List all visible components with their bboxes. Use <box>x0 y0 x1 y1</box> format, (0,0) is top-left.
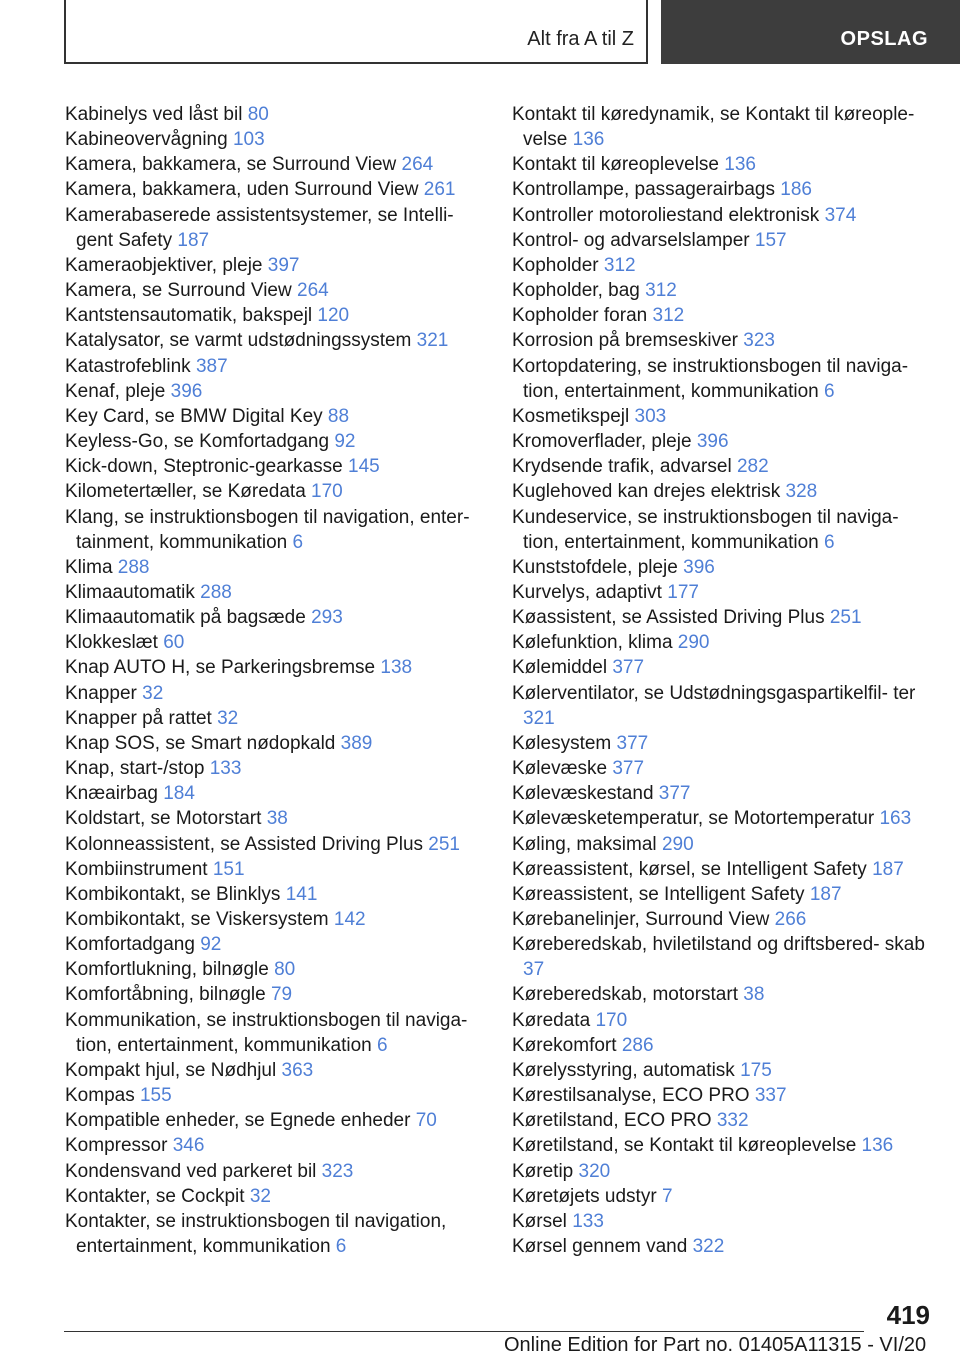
page-reference-link[interactable]: 396 <box>683 556 715 578</box>
page-reference-link[interactable]: 288 <box>117 556 150 578</box>
page-reference-link[interactable]: 312 <box>603 254 636 276</box>
page-reference-link[interactable]: 377 <box>612 758 645 780</box>
index-entry <box>65 706 485 731</box>
page-reference-link[interactable]: 251 <box>829 607 862 629</box>
index-entry-text: Køretilstand, se Kontakt til køreoplevelse <box>512 1135 857 1157</box>
index-entry <box>65 1159 485 1184</box>
index-entry <box>65 806 485 831</box>
index-entry <box>65 203 485 253</box>
index-entry-text: Klokkeslæt <box>65 632 158 654</box>
index-entry-text: Kosmetikspejl <box>512 405 630 427</box>
index-entry <box>65 429 485 454</box>
index-entry-text: Kabinelys ved låst bil <box>65 104 243 125</box>
page-reference-link[interactable]: 290 <box>661 833 694 855</box>
page-reference-link[interactable]: 286 <box>621 1034 654 1056</box>
index-entry <box>512 731 932 756</box>
page-reference-link[interactable]: 282 <box>736 456 769 478</box>
page-reference-link[interactable]: 323 <box>321 1160 354 1182</box>
page-reference-link[interactable]: 80 <box>274 959 296 981</box>
index-entry <box>65 580 485 605</box>
page-reference-link[interactable]: 377 <box>616 732 649 754</box>
index-entry <box>512 655 932 680</box>
index-entry-text: Kombiinstrument <box>65 858 208 880</box>
page-reference-link[interactable]: 175 <box>740 1059 772 1081</box>
index-entry-text: Kølesystem <box>512 732 612 754</box>
index-entry-text: Kontakter, se instruktionsbogen til navigation, entertainment, kommunikation <box>65 1210 447 1258</box>
index-entry <box>512 1234 932 1259</box>
page-reference-link[interactable]: 323 <box>743 330 775 352</box>
index-entry <box>65 630 485 655</box>
index-entry-text: Katastrofeblink <box>65 355 191 377</box>
index-entry <box>65 303 485 328</box>
page-reference-link[interactable]: 32 <box>142 682 164 704</box>
page-reference-link[interactable]: 288 <box>200 581 232 603</box>
page-reference-link[interactable]: 157 <box>754 229 787 251</box>
index-entry-text: Komfortlukning, bilnøgle <box>65 959 269 981</box>
index-entry <box>512 1033 932 1058</box>
index-entry <box>512 605 932 630</box>
index-entry <box>65 731 485 756</box>
index-entry-text: Klimaautomatik på bagsæde <box>65 607 306 629</box>
page-reference-link[interactable]: 363 <box>281 1059 314 1081</box>
index-entry-text: Køreberedskab, hviletilstand og driftsbered‐ skab <box>512 934 925 956</box>
index-entry <box>512 203 932 228</box>
page-reference-link[interactable]: 120 <box>317 305 350 327</box>
index-entry-text: Kenaf, pleje <box>65 380 166 402</box>
page-reference-link[interactable]: 6 <box>335 1236 347 1258</box>
index-entry <box>512 806 932 831</box>
index-entry-text: Key Card, se BMW Digital Key <box>65 405 323 427</box>
page-reference-link[interactable]: 337 <box>754 1085 787 1107</box>
page-reference-link[interactable]: 80 <box>247 104 269 125</box>
index-entry-text: Klima <box>65 556 113 578</box>
index-entry-text: Kørestilsanalyse, ECO PRO <box>512 1085 750 1107</box>
index-entry <box>512 630 932 655</box>
index-entry-text: Knap, start-/stop <box>65 758 205 780</box>
index-column-left <box>65 102 485 1259</box>
index-entry <box>512 781 932 806</box>
page-reference-link[interactable]: 397 <box>267 254 300 276</box>
page-reference-link[interactable]: 32 <box>249 1185 271 1207</box>
page-reference-link[interactable]: 264 <box>401 154 434 176</box>
index-entry-text: Kick-down, Steptronic-gearkasse <box>65 456 343 478</box>
index-entry <box>65 354 485 379</box>
footer-divider <box>64 1331 864 1332</box>
index-entry <box>512 907 932 932</box>
index-entry <box>512 681 932 731</box>
index-entry-text: Kompressor <box>65 1135 168 1157</box>
index-entry-text: Komfortadgang <box>65 934 195 956</box>
page-reference-link[interactable]: 186 <box>780 179 812 201</box>
index-entry-text: Kantstensautomatik, bakspejl <box>65 305 313 327</box>
index-entry-text: Kompakt hjul, se Nødhjul <box>65 1059 277 1081</box>
index-entry-text: Køling, maksimal <box>512 833 657 855</box>
page-reference-link[interactable]: 136 <box>724 154 756 176</box>
index-entry <box>512 303 932 328</box>
page-reference-link[interactable]: 92 <box>200 934 222 956</box>
index-entry <box>512 328 932 353</box>
index-entry-text: Kopholder, bag <box>512 280 640 302</box>
page-reference-link[interactable]: 138 <box>380 657 413 679</box>
index-entry <box>512 404 932 429</box>
index-entry <box>512 177 932 202</box>
index-entry <box>65 932 485 957</box>
index-entry-text: Knapper på rattet <box>65 707 212 729</box>
page-reference-link[interactable]: 261 <box>423 179 456 201</box>
index-entry-text: Kameraobjektiver, pleje <box>65 254 263 276</box>
page-reference-link[interactable]: 290 <box>677 632 710 654</box>
page-reference-link[interactable]: 187 <box>177 229 210 251</box>
index-entry-text: Køretip <box>512 1160 574 1182</box>
index-entry <box>65 1083 485 1108</box>
index-entry-text: Kombikontakt, se Viskersystem <box>65 909 329 930</box>
index-entry-text: Kombikontakt, se Blinklys <box>65 883 281 905</box>
index-entry <box>65 907 485 932</box>
index-entry <box>512 228 932 253</box>
index-entry <box>512 429 932 454</box>
page-reference-link[interactable]: 251 <box>428 833 460 855</box>
index-entry-text: Kompas <box>65 1085 135 1107</box>
index-entry-text: Knap AUTO H, se Parkeringsbremse <box>65 657 376 679</box>
index-entry-text: Krydsende trafik, advarsel <box>512 456 732 478</box>
index-entry-text: Kontroller motoroliestand elektronisk <box>512 204 820 226</box>
page-reference-link[interactable]: 396 <box>696 431 729 453</box>
index-entry <box>65 832 485 857</box>
index-entry-text: Kørebanelinjer, Surround View <box>512 909 770 930</box>
index-entry <box>65 505 485 555</box>
index-entry-text: Kølevæskestand <box>512 783 654 805</box>
page-reference-link[interactable]: 184 <box>163 783 195 805</box>
index-entry <box>65 555 485 580</box>
index-entry <box>65 152 485 177</box>
page-reference-link[interactable]: 103 <box>232 129 265 151</box>
index-entry <box>512 1209 932 1234</box>
index-entry <box>65 1209 485 1259</box>
index-entry-text: Katalysator, se varmt udstødningssystem <box>65 330 412 352</box>
index-entry-text: Korrosion på bremseskiver <box>512 330 738 352</box>
index-entry <box>512 1133 932 1158</box>
index-entry-text: Kørsel <box>512 1210 567 1232</box>
index-entry <box>65 278 485 303</box>
page-reference-link[interactable]: 312 <box>645 280 677 302</box>
page-reference-link[interactable]: 187 <box>809 883 842 905</box>
page-reference-link[interactable]: 60 <box>163 632 185 654</box>
index-entry <box>512 1184 932 1209</box>
page-reference-link[interactable]: 170 <box>595 1009 628 1031</box>
page-reference-link[interactable]: 328 <box>785 481 818 503</box>
index-entry <box>65 1108 485 1133</box>
index-entry <box>512 479 932 504</box>
page-reference-link[interactable]: 38 <box>743 984 765 1006</box>
page-reference-link[interactable]: 38 <box>266 808 288 830</box>
index-entry <box>65 655 485 680</box>
index-entry <box>512 1108 932 1133</box>
index-column-right <box>512 102 932 1259</box>
index-entry-text: Kuglehoved kan drejes elektrisk <box>512 481 781 503</box>
page-reference-link[interactable]: 387 <box>195 355 228 377</box>
page-number: 419 <box>886 1300 930 1330</box>
index-entry-text: Kompatible enheder, se Egnede enheder <box>65 1110 411 1132</box>
index-entry-text: Kontakt til køredynamik, se Kontakt til køreople‐ velse <box>512 104 915 151</box>
index-entry-text: Kabineovervågning <box>65 129 228 151</box>
page-reference-link[interactable]: 332 <box>716 1110 749 1132</box>
index-entry <box>512 454 932 479</box>
index-entry <box>512 278 932 303</box>
index-entry <box>512 354 932 404</box>
index-entry-text: Komfortåbning, bilnøgle <box>65 984 266 1006</box>
index-entry-text: Kunststofdele, pleje <box>512 556 678 578</box>
index-entry <box>512 152 932 177</box>
page-reference-link[interactable]: 133 <box>572 1210 604 1232</box>
page-reference-link[interactable]: 7 <box>661 1185 673 1207</box>
index-entry <box>65 177 485 202</box>
index-entry <box>65 681 485 706</box>
page-reference-link[interactable]: 142 <box>333 909 366 930</box>
index-entry <box>65 982 485 1007</box>
page-reference-link[interactable]: 264 <box>297 280 329 302</box>
index-entry-text: Køreberedskab, motorstart <box>512 984 738 1006</box>
index-entry <box>65 404 485 429</box>
index-entry <box>512 1083 932 1108</box>
index-entry-text: Kamerabaserede assistentsystemer, se Intelli‐ gent Safety <box>65 204 454 251</box>
index-entry-text: Kølemiddel <box>512 657 608 679</box>
index-entry <box>65 1058 485 1083</box>
page-reference-link[interactable]: 6 <box>824 380 835 402</box>
page-reference-link[interactable]: 377 <box>612 657 645 679</box>
index-entry <box>512 1058 932 1083</box>
index-entry-text: Kortopdatering, se instruktionsbogen til naviga‐ tion, entertainment, kommunikation <box>512 355 909 402</box>
index-entry <box>65 857 485 882</box>
header-title-box <box>64 0 648 64</box>
index-entry <box>65 479 485 504</box>
index-entry-text: Kontrol- og advarselslamper <box>512 229 750 251</box>
index-entry-text: Keyless-Go, se Komfortadgang <box>65 431 330 453</box>
index-entry <box>65 605 485 630</box>
page-reference-link[interactable]: 293 <box>311 607 343 629</box>
page-reference-link[interactable]: 70 <box>415 1110 437 1132</box>
page-reference-link[interactable]: 37 <box>523 959 545 981</box>
page-reference-link[interactable]: 374 <box>824 204 857 226</box>
index-entry <box>512 982 932 1007</box>
footer-edition-text: Online Edition for Part no. 01405A11315 - VI/20 <box>504 1334 927 1356</box>
index-entry <box>65 756 485 781</box>
header-tab-label: OPSLAG <box>840 28 928 50</box>
page-reference-link[interactable]: 141 <box>285 883 318 905</box>
index-entry-text: Kølerventilator, se Udstødningsgaspartikelfil‐ ter <box>512 682 916 704</box>
index-entry <box>512 580 932 605</box>
page-reference-link[interactable]: 389 <box>340 732 373 754</box>
page-reference-link[interactable]: 6 <box>377 1034 388 1056</box>
index-entry-text: Kolonneassistent, se Assisted Driving Plus <box>65 833 424 855</box>
page-reference-link[interactable]: 88 <box>327 405 350 427</box>
page-reference-link[interactable]: 79 <box>270 984 293 1006</box>
index-entry-text: Koldstart, se Motorstart <box>65 808 262 830</box>
index-entry <box>512 932 932 982</box>
index-entry-text: Kopholder foran <box>512 305 648 327</box>
index-entry-text: Klang, se instruktionsbogen til navigation, enter‐ tainment, kommunikation <box>65 506 470 553</box>
page-reference-link[interactable]: 187 <box>872 858 904 880</box>
index-entry <box>65 328 485 353</box>
page-reference-link[interactable]: 322 <box>692 1236 725 1258</box>
index-entry-text: Kørelysstyring, automatisk <box>512 1059 735 1081</box>
index-entry-text: Knap SOS, se Smart nødopkald <box>65 732 336 754</box>
index-entry <box>65 253 485 278</box>
index-entry <box>512 253 932 278</box>
index-entry-text: Kromoverflader, pleje <box>512 431 692 453</box>
index-entry-text: Kondensvand ved parkeret bil <box>65 1160 317 1182</box>
index-entry-text: Kilometertæller, se Køredata <box>65 481 306 503</box>
index-entry <box>65 454 485 479</box>
index-entry <box>512 882 932 907</box>
index-entry-text: Kølefunktion, klima <box>512 632 673 654</box>
index-entry <box>65 102 485 127</box>
index-entry-text: Knæairbag <box>65 783 158 805</box>
index-entry <box>512 1159 932 1184</box>
index-entry <box>65 882 485 907</box>
index-entry-text: Kontrollampe, passagerairbags <box>512 179 775 201</box>
page-reference-link[interactable]: 303 <box>634 405 667 427</box>
index-entry-text: Kølevæske <box>512 758 608 780</box>
index-entry <box>512 857 932 882</box>
index-entry-text: Kørekomfort <box>512 1034 617 1056</box>
index-entry-text: Kamera, bakkamera, se Surround View <box>65 154 397 176</box>
index-entry-text: Køretilstand, ECO PRO <box>512 1110 712 1132</box>
page-reference-link[interactable]: 155 <box>139 1085 172 1107</box>
index-entry <box>512 555 932 580</box>
index-entry-text: Køreassistent, se Intelligent Safety <box>512 883 805 905</box>
page-reference-link[interactable]: 163 <box>879 808 912 830</box>
header-tab <box>661 0 960 64</box>
index-entry <box>65 1008 485 1058</box>
index-entry <box>512 1008 932 1033</box>
page-reference-link[interactable]: 312 <box>652 305 685 327</box>
index-entry <box>65 127 485 152</box>
page-reference-link[interactable]: 133 <box>209 758 242 780</box>
page-reference-link[interactable]: 170 <box>311 481 343 503</box>
page-reference-link[interactable]: 321 <box>523 707 555 729</box>
page-reference-link[interactable]: 177 <box>667 581 699 603</box>
index-entry-text: Kontakter, se Cockpit <box>65 1185 245 1207</box>
page-reference-link[interactable]: 346 <box>172 1135 205 1157</box>
index-entry <box>512 756 932 781</box>
page-reference-link[interactable]: 145 <box>348 456 380 478</box>
index-entry-text: Kommunikation, se instruktionsbogen til naviga‐ tion, entertainment, kommunikation <box>65 1009 468 1056</box>
index-entry-text: Køredata <box>512 1009 591 1031</box>
page-reference-link[interactable]: 377 <box>658 783 691 805</box>
page-reference-link[interactable]: 92 <box>334 431 356 453</box>
index-entry <box>512 505 932 555</box>
index-entry <box>512 832 932 857</box>
index-entry-text: Kamera, se Surround View <box>65 280 292 302</box>
page-reference-link[interactable]: 151 <box>212 858 245 880</box>
index-entry-text: Kontakt til køreoplevelse <box>512 154 719 176</box>
page-reference-link[interactable]: 6 <box>824 531 835 553</box>
index-entry <box>65 781 485 806</box>
index-entry-text: Kundeservice, se instruktionsbogen til naviga‐ tion, entertainment, kommunikation <box>512 506 899 553</box>
index-entry <box>65 379 485 404</box>
page-reference-link[interactable]: 32 <box>217 707 239 729</box>
page-reference-link[interactable]: 266 <box>774 909 807 930</box>
page-reference-link[interactable]: 136 <box>861 1135 894 1157</box>
index-entry-text: Kamera, bakkamera, uden Surround View <box>65 179 419 201</box>
index-entry-text: Kølevæsketemperatur, se Motortemperatur <box>512 808 875 830</box>
index-entry <box>65 1133 485 1158</box>
index-entry <box>512 102 932 152</box>
section-title: Alt fra A til Z <box>527 28 634 50</box>
page-reference-link[interactable]: 320 <box>578 1160 611 1182</box>
index-entry <box>65 1184 485 1209</box>
index-entry-text: Knapper <box>65 682 137 704</box>
index-entry-text: Køreassistent, kørsel, se Intelligent Safety <box>512 858 867 880</box>
index-entry-text: Kopholder <box>512 254 599 276</box>
index-entry <box>65 957 485 982</box>
page-reference-link[interactable]: 321 <box>416 330 449 352</box>
index-entry-text: Køretøjets udstyr <box>512 1185 657 1207</box>
index-entry-text: Køassistent, se Assisted Driving Plus <box>512 607 825 629</box>
page-reference-link[interactable]: 6 <box>292 531 304 553</box>
index-entry-text: Kørsel gennem vand <box>512 1236 688 1258</box>
index-entry-text: Kurvelys, adaptivt <box>512 581 662 603</box>
page-reference-link[interactable]: 136 <box>572 129 605 151</box>
index-entry-text: Klimaautomatik <box>65 581 195 603</box>
page-reference-link[interactable]: 396 <box>170 380 203 402</box>
